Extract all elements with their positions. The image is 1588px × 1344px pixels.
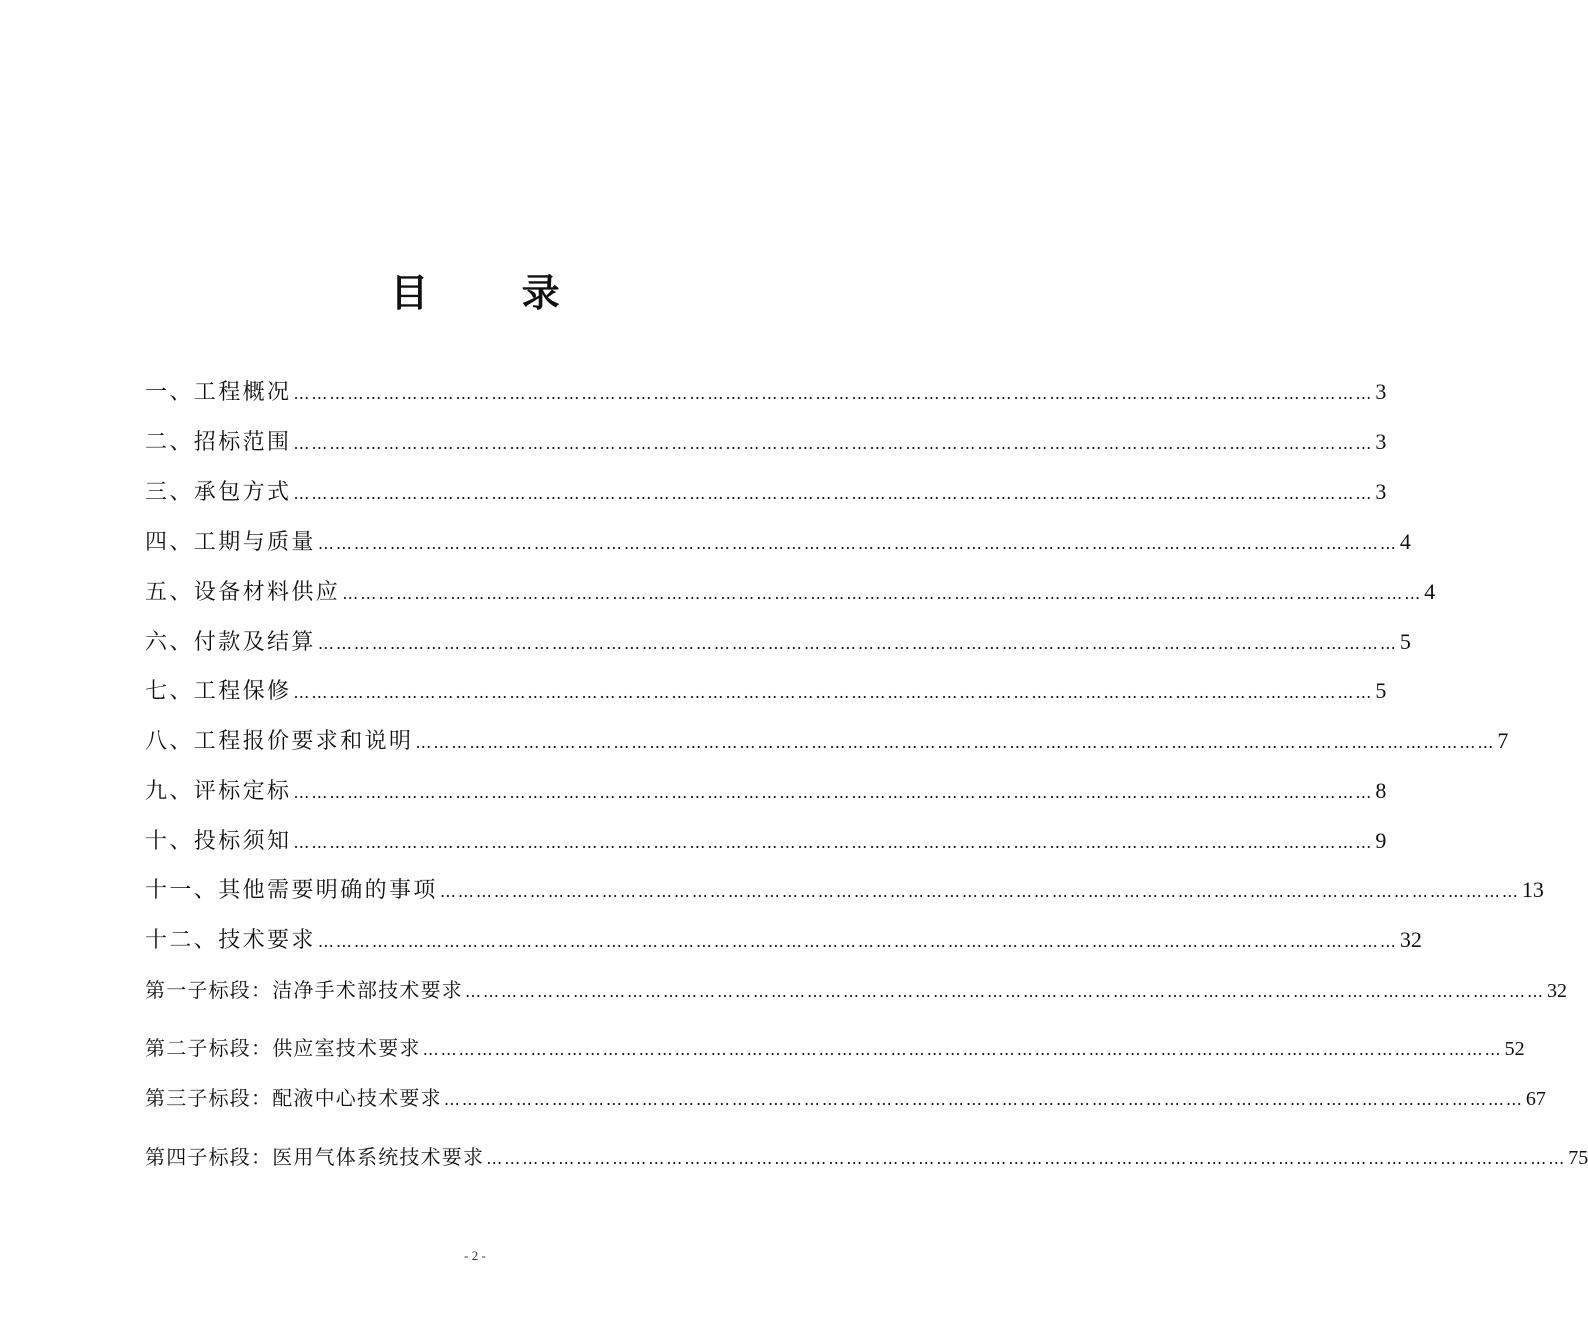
toc-entry[interactable]: [145, 427, 1387, 459]
toc-subentry[interactable]: [145, 1142, 1588, 1174]
toc-subentry[interactable]: [145, 1033, 1525, 1065]
toc-leader-dots: ………………………………………………………………………………………………………………………………………………………………: [293, 783, 1374, 802]
toc-entry[interactable]: [145, 925, 1422, 957]
toc-entry[interactable]: [145, 826, 1387, 858]
toc-entry[interactable]: [145, 776, 1387, 808]
toc-leader-dots: ………………………………………………………………………………………………………………………………………………………………: [422, 1040, 1503, 1059]
toc-leader-dots: ………………………………………………………………………………………………………………………………………………………………: [317, 634, 1398, 653]
toc-leader-dots: ………………………………………………………………………………………………………………………………………………………………: [293, 484, 1374, 503]
toc-entry[interactable]: [145, 377, 1387, 409]
toc-leader-dots: ………………………………………………………………………………………………………………………………………………………………: [293, 683, 1374, 702]
toc-entry-page: 7: [1497, 728, 1509, 753]
toc-entry-page: 8: [1375, 778, 1387, 803]
toc-subentry[interactable]: [145, 1083, 1546, 1115]
toc-entry-label: 十、投标须知: [145, 829, 292, 854]
toc-entry-page: 52: [1504, 1038, 1525, 1060]
toc-leader-dots: ………………………………………………………………………………………………………………………………………………………………: [317, 534, 1398, 553]
page-title: 目 录: [390, 271, 600, 315]
toc-entry[interactable]: [145, 726, 1509, 758]
toc-entry-label: 二、招标范围: [145, 430, 292, 455]
toc-entry-page: 5: [1375, 678, 1387, 703]
toc-entry-label: 第一子标段：洁净手术部技术要求: [145, 978, 463, 1002]
toc-entry-page: 4: [1424, 579, 1436, 604]
toc-entry-page: 75: [1568, 1147, 1588, 1169]
toc-leader-dots: ………………………………………………………………………………………………………………………………………………………………: [465, 982, 1545, 1001]
toc-leader-dots: ………………………………………………………………………………………………………………………………………………………………: [415, 733, 1496, 752]
toc-entry-page: 3: [1375, 429, 1387, 454]
toc-entry[interactable]: [145, 527, 1411, 559]
toc-leader-dots: ………………………………………………………………………………………………………………………………………………………………: [293, 833, 1374, 852]
toc-entry[interactable]: [145, 676, 1387, 708]
toc-leader-dots: ………………………………………………………………………………………………………………………………………………………………: [293, 384, 1374, 403]
toc-entry-page: 3: [1375, 479, 1387, 504]
toc-entry-page: 32: [1547, 980, 1567, 1002]
toc-entry-page: 3: [1375, 379, 1387, 404]
toc-entry-label: 十一、其他需要明确的事项: [145, 878, 438, 903]
toc-entry-label: 四、工期与质量: [145, 530, 316, 555]
toc-entry-label: 五、设备材料供应: [145, 580, 341, 605]
toc-entry[interactable]: [145, 875, 1544, 907]
toc-entry-label: 六、付款及结算: [145, 630, 316, 655]
toc-entry-label: 十二、技术要求: [145, 928, 316, 953]
toc-entry-label: 第四子标段：医用气体系统技术要求: [145, 1145, 485, 1169]
toc-entry-page: 9: [1375, 828, 1387, 853]
toc-entry[interactable]: [145, 627, 1411, 659]
toc-entry-page: 67: [1525, 1088, 1546, 1110]
toc-entry[interactable]: [145, 477, 1387, 509]
toc-entry[interactable]: [145, 577, 1436, 609]
toc-subentry[interactable]: [145, 975, 1567, 1007]
toc-leader-dots: ………………………………………………………………………………………………………………………………………………………………: [317, 932, 1398, 951]
toc-entry-label: 第二子标段：供应室技术要求: [145, 1036, 421, 1060]
toc-entry-label: 七、工程保修: [145, 679, 292, 704]
toc-leader-dots: ………………………………………………………………………………………………………………………………………………………………: [443, 1090, 1524, 1109]
toc-leader-dots: ………………………………………………………………………………………………………………………………………………………………: [342, 584, 1423, 603]
toc-entry-label: 八、工程报价要求和说明: [145, 729, 414, 754]
toc-entry-page: 5: [1399, 629, 1411, 654]
toc-entry-label: 九、评标定标: [145, 779, 292, 804]
toc-entry-page: 13: [1521, 877, 1544, 902]
toc-entry-label: 一、工程概况: [145, 380, 292, 405]
page-number: - 2 -: [464, 1248, 486, 1263]
toc-leader-dots: ………………………………………………………………………………………………………………………………………………………………: [293, 434, 1374, 453]
toc-entry-page: 32: [1399, 927, 1422, 952]
toc-entry-label: 第三子标段：配液中心技术要求: [145, 1086, 442, 1110]
toc-leader-dots: ………………………………………………………………………………………………………………………………………………………………: [486, 1149, 1567, 1168]
toc-entry-label: 三、承包方式: [145, 480, 292, 505]
toc-leader-dots: ………………………………………………………………………………………………………………………………………………………………: [439, 882, 1520, 901]
toc-entry-page: 4: [1399, 529, 1411, 554]
